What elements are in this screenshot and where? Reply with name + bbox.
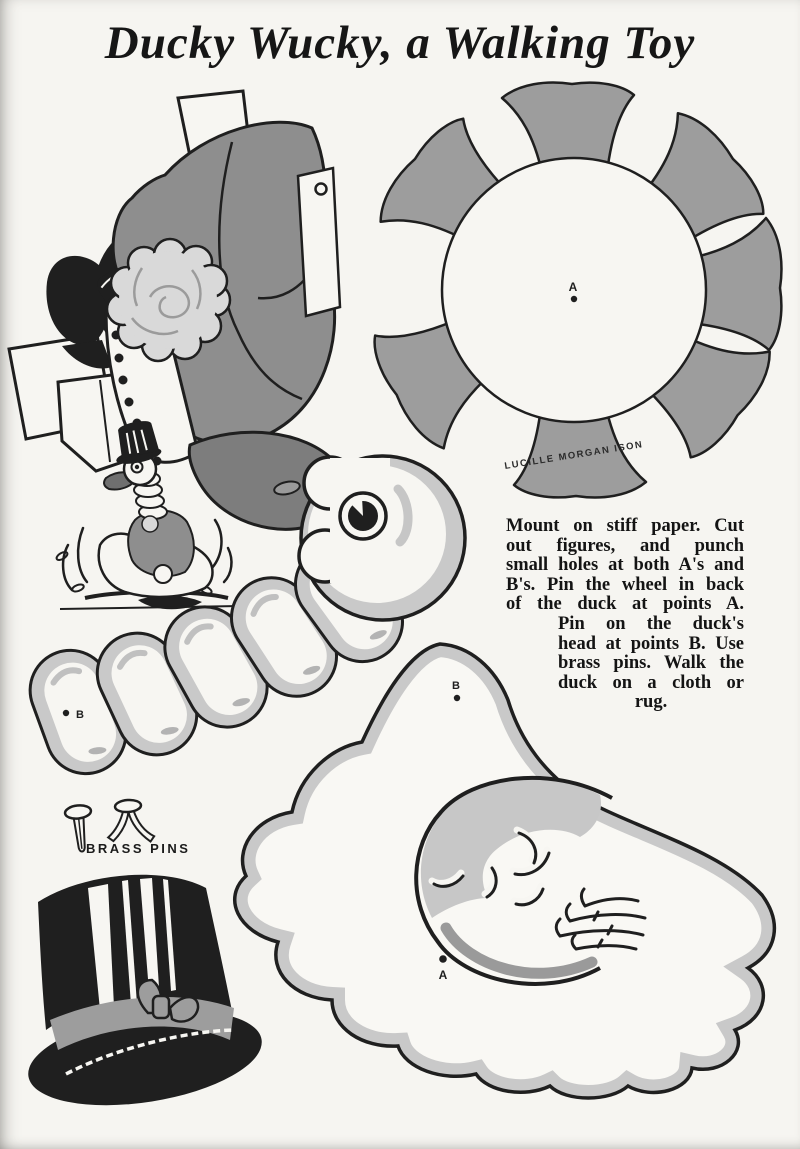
instruction-line: of the duck at points A.	[506, 594, 744, 615]
instruction-line: Pin on the duck's	[558, 613, 744, 634]
instruction-line: out figures, and punch	[506, 535, 744, 556]
instruction-line: head at points B. Use	[558, 633, 744, 654]
instruction-line: B's. Pin the wheel in back	[506, 574, 744, 595]
body-point-b-hole	[454, 695, 460, 701]
body-point-b-label: B	[452, 680, 460, 692]
instruction-line: small holes at both A's and	[506, 555, 744, 576]
page-title: Ducky Wucky, a Walking Toy	[104, 17, 696, 69]
instructions-block	[506, 517, 744, 713]
mini-flower	[142, 516, 158, 532]
neck-point-b-hole	[63, 710, 69, 716]
mini-tail-pom	[154, 565, 172, 583]
instruction-line: Mount on stiff paper. Cut	[506, 516, 744, 536]
neck-point-b-label: B	[76, 709, 84, 721]
wheel-point-a-hole	[571, 296, 577, 302]
instruction-line: brass pins. Walk the	[558, 653, 744, 674]
brass-pins-label: BRASS PINS	[86, 841, 191, 856]
instruction-line: rug.	[634, 692, 668, 713]
wheel-point-a-label: A	[568, 280, 578, 294]
coat-cutout	[9, 91, 340, 471]
top-hat-cutout	[22, 875, 269, 1120]
instruction-line: duck on a cloth or	[558, 672, 744, 693]
bow-tie	[46, 256, 113, 346]
brass-pin-open	[106, 798, 155, 844]
artist-signature: LUCILLE MORGAN ISON	[503, 439, 645, 472]
body-point-a-label: A	[438, 968, 448, 982]
wheel-cutout	[364, 83, 781, 498]
body-point-a-hole	[439, 955, 447, 963]
